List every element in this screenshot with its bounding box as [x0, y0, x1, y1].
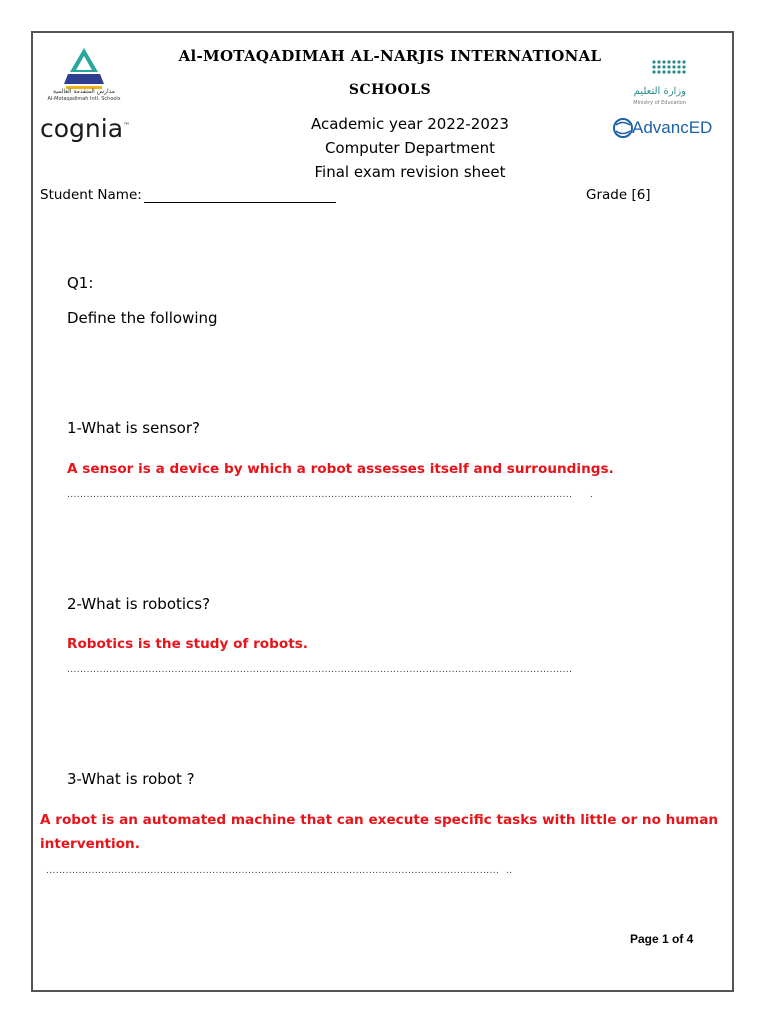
- school-logo: [40, 46, 128, 114]
- section-instruction: Define the following: [67, 309, 218, 327]
- answer-line-3-dots: ...........................................................................................................................................: [46, 866, 500, 876]
- department: Computer Department: [324, 139, 496, 157]
- answer-line-1-dots: ...........................................................................................................................................................: [67, 490, 573, 500]
- answer-3: A robot is an automated machine that can execute specific tasks with little or no human intervention.: [40, 812, 719, 852]
- student-name-row: [40, 187, 336, 203]
- school-name-line2: SCHOOLS: [348, 82, 432, 98]
- ministry-english: Ministry of Education: [633, 100, 686, 106]
- answer-line-3-end: ..: [506, 866, 513, 876]
- student-name-label: Student Name:: [40, 187, 142, 203]
- school-name-line1: Al-MOTAQADIMAH AL-NARJIS INTERNATIONAL: [178, 47, 602, 65]
- school-logo-arabic: مدارس المتقدمة العالمية: [53, 88, 115, 95]
- academic-year: Academic year 2022-2023: [311, 115, 509, 133]
- school-a-logo-icon: [40, 46, 128, 90]
- advanced-text: AdvancED: [632, 118, 713, 137]
- ministry-arabic: وزارة التعليم: [633, 86, 686, 97]
- question-3: 3-What is robot ?: [67, 770, 195, 788]
- answer-line-1: [67, 490, 592, 500]
- answer-line-2-dots: ...........................................................................................................................................................: [67, 665, 573, 675]
- page-number: Page 1 of 4: [630, 932, 694, 946]
- answer-1: A sensor is a device by which a robot assesses itself and surroundings.: [67, 461, 614, 477]
- answer-2: Robotics is the study of robots.: [67, 636, 308, 652]
- question-1: 1-What is sensor?: [67, 419, 200, 437]
- question-2: 2-What is robotics?: [67, 595, 211, 613]
- sheet-title: Final exam revision sheet: [314, 163, 506, 181]
- cognia-text: cognia: [40, 114, 124, 143]
- answer-line-3: [46, 866, 506, 876]
- grade-label: Grade [6]: [586, 187, 651, 203]
- trademark-icon: ™: [123, 121, 131, 130]
- cognia-logo: [40, 114, 130, 143]
- section-label: Q1:: [67, 274, 94, 292]
- answer-line-2: [67, 665, 589, 675]
- advanced-globe-icon: [612, 116, 634, 140]
- answer-line-1-end: .: [590, 490, 594, 500]
- school-logo-english: Al-Motaqadimah Intl. Schools: [47, 96, 121, 102]
- student-name-field[interactable]: [144, 188, 336, 203]
